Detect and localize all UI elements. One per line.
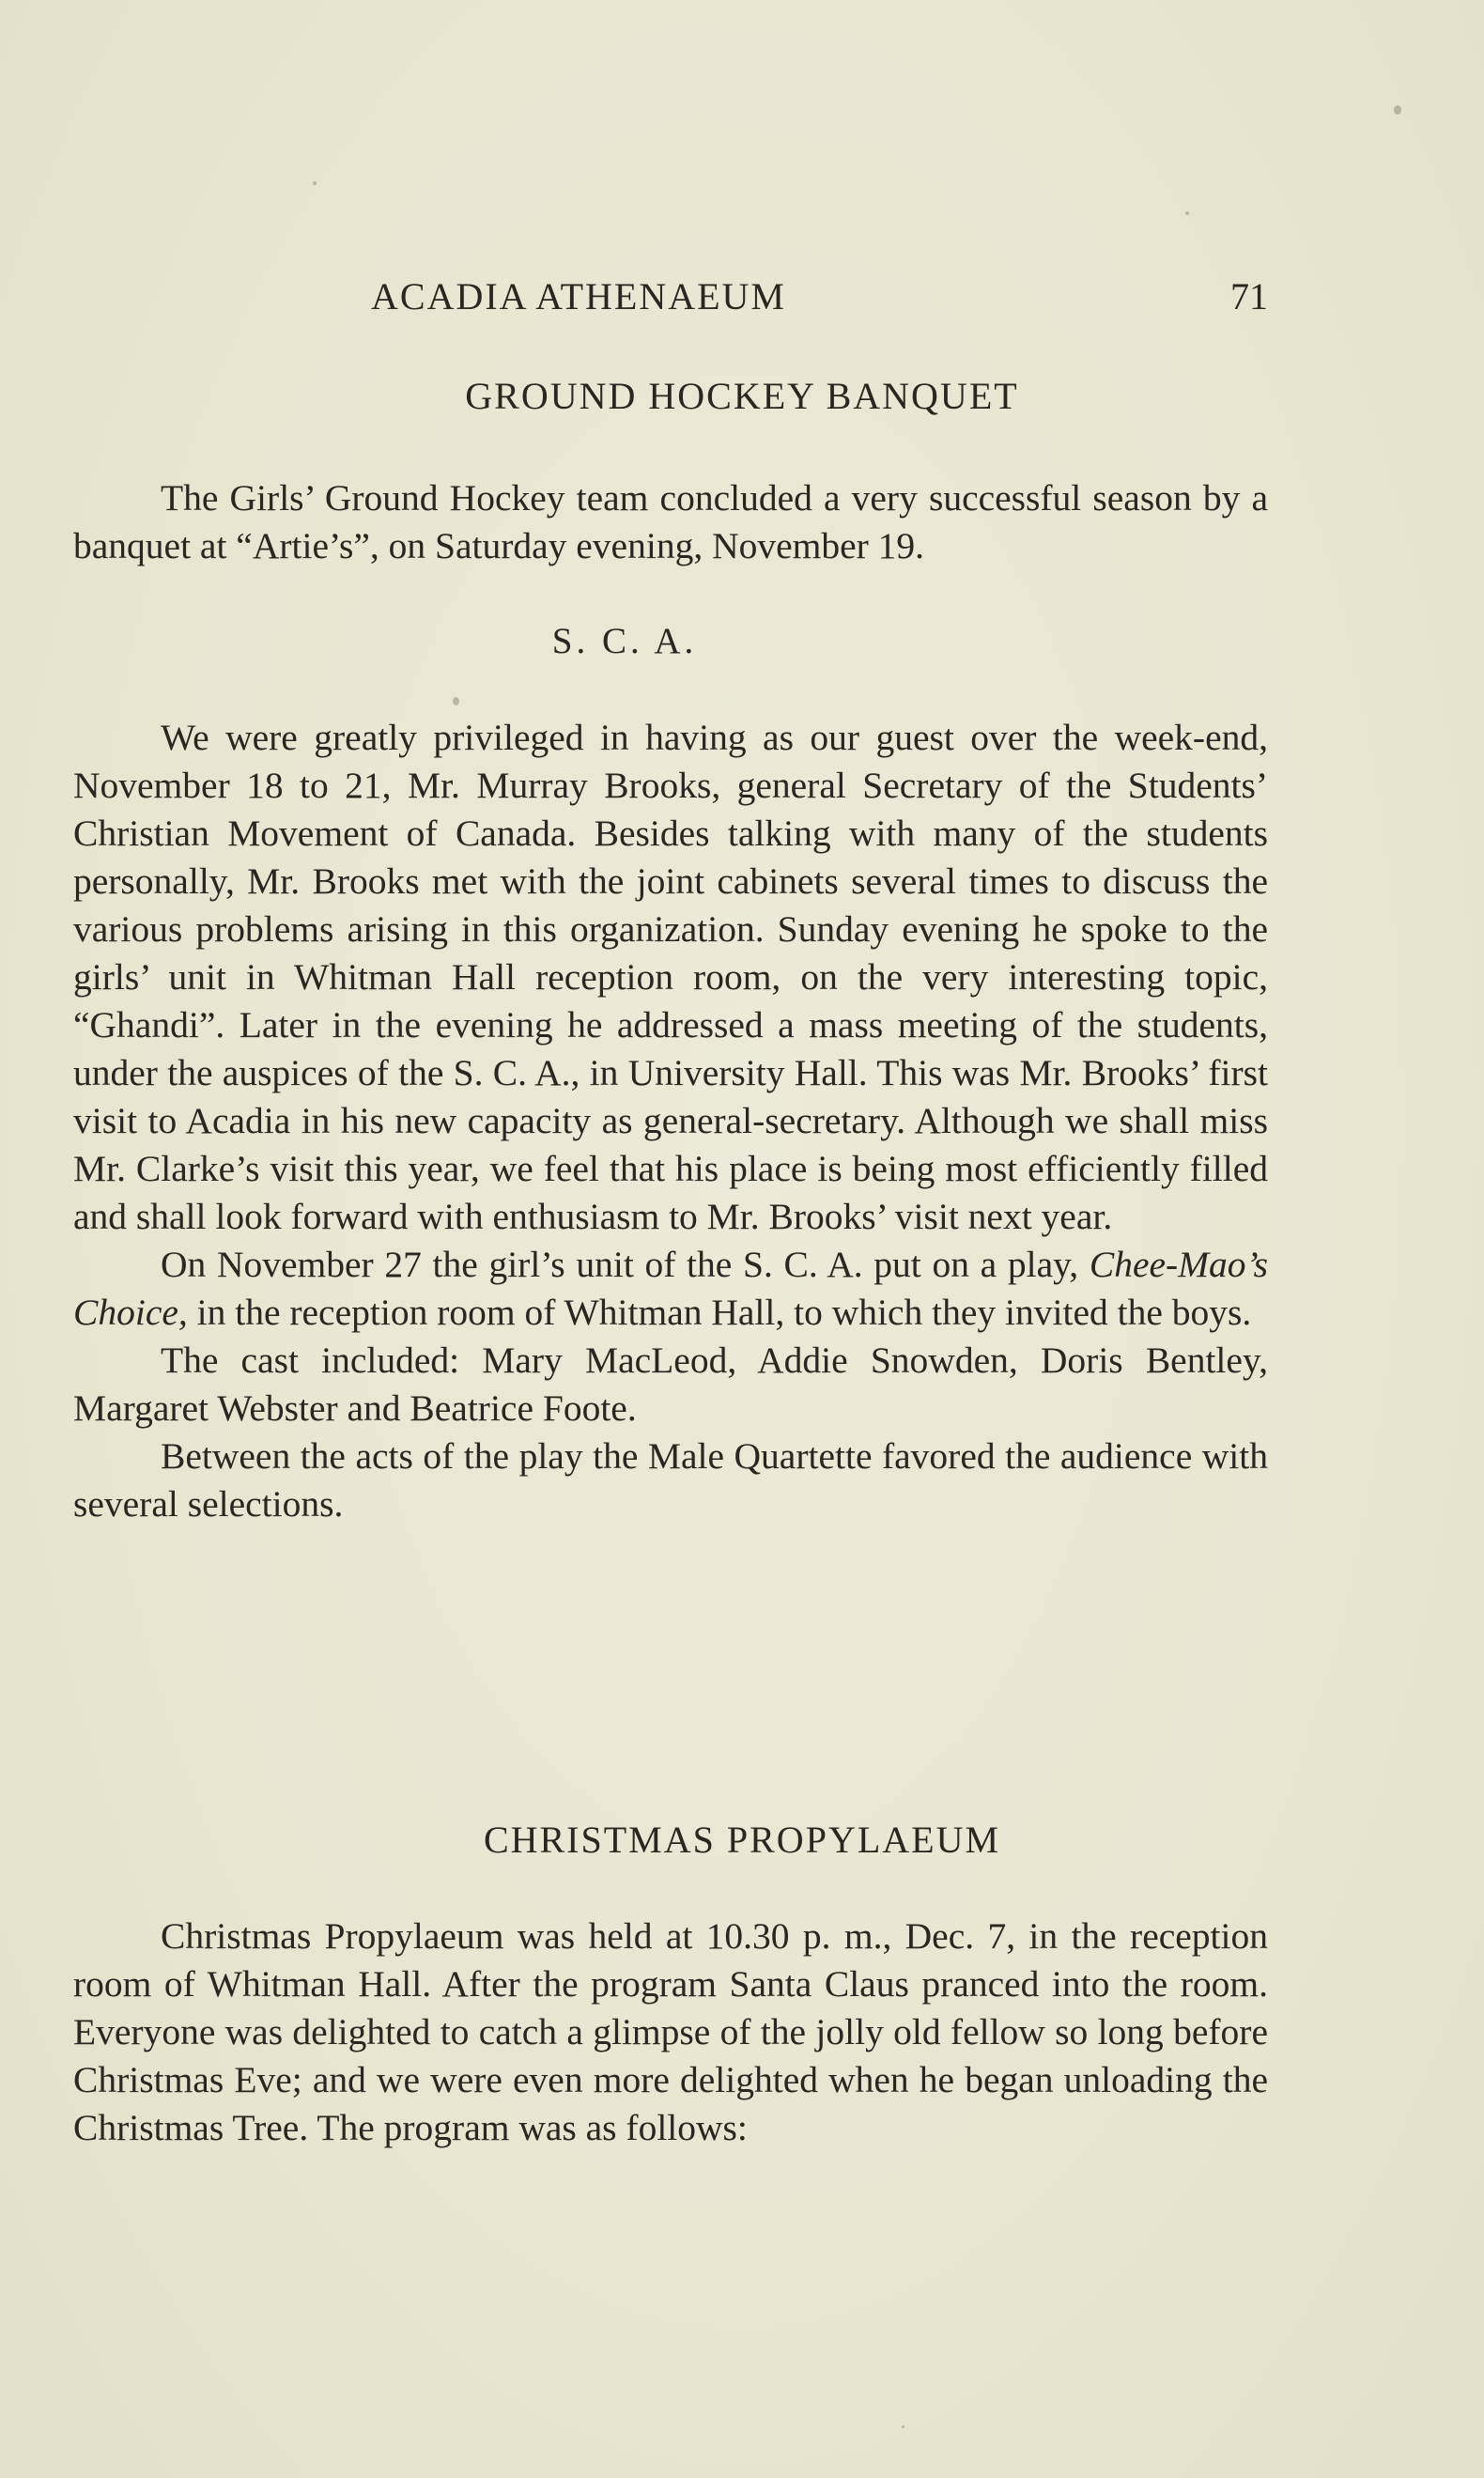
section-body-sca (73, 714, 1268, 1528)
section-heading-christmas-propylaeum: CHRISTMAS PROPYLAEUM (483, 1819, 1001, 1861)
paragraph: The Girls’ Ground Hockey team concluded a very successful season by a banquet at “Artie’s”, on Saturday evening, November 19. (73, 477, 1268, 566)
paragraph-text: On November 27 the girl’s unit of the S. C. A. put on a play, (161, 1244, 1090, 1285)
play-title: Chee-Mao’s Choice, (73, 1244, 1268, 1333)
section-body-christmas-propylaeum (73, 1913, 1268, 2152)
running-title: ACADIA ATHENAEUM (371, 275, 786, 317)
paper-speck (902, 2425, 904, 2428)
paragraph: Between the acts of the play the Male Quartette favored the audience with several selections. (73, 1435, 1268, 1525)
paragraph: The cast included: Mary MacLeod, Addie Snowden, Doris Bentley, Margaret Webster and Beatrice Foote. (73, 1340, 1268, 1429)
paragraph (73, 1241, 1268, 1337)
paper-speck (453, 697, 459, 705)
section-body-ground-hockey (73, 474, 1268, 570)
section-heading-sca: S. C. A. (551, 621, 698, 661)
paper-speck (313, 181, 317, 185)
paragraph: Christmas Propylaeum was held at 10.30 p. m., Dec. 7, in the reception room of Whitman Hall. After the program Santa Claus pranced into the room. Everyone was delighted to catch a glimpse of the jolly old fellow so long before Christmas Eve; and we were even more delighted when he began unloading the Christmas Tree. The program was as follows: (73, 1915, 1268, 2148)
paper-speck (1394, 105, 1401, 115)
paragraph-text: in the reception room of Whitman Hall, to which they invited the boys. (187, 1292, 1252, 1333)
paper-speck (1185, 211, 1189, 215)
page-header (371, 274, 1268, 331)
page-number: 71 (1230, 275, 1268, 317)
paragraph: We were greatly privileged in having as our guest over the week-end, November 18 to 21, Mr. Murray Brooks, general Secretary of the Students’ Christian Movement of Canada. Besides talking with many of the students personally, Mr. Brooks met with the joint cabinets several times to discuss the various problems arising in this organization. Sunday evening he spoke to the girls’ unit in Whitman Hall reception room, on the very interesting topic, “Ghandi”. Later in the evening he addressed a mass meeting of the students, under the auspices of the S. C. A., in University Hall. This was Mr. Brooks’ first visit to Acadia in his new capacity as general-secretary. Although we shall miss Mr. Clarke’s visit this year, we feel that his place is being most efficiently filled and shall look forward with enthusiasm to Mr. Brooks’ visit next year. (73, 717, 1268, 1237)
section-heading-ground-hockey: GROUND HOCKEY BANQUET (465, 375, 1019, 417)
